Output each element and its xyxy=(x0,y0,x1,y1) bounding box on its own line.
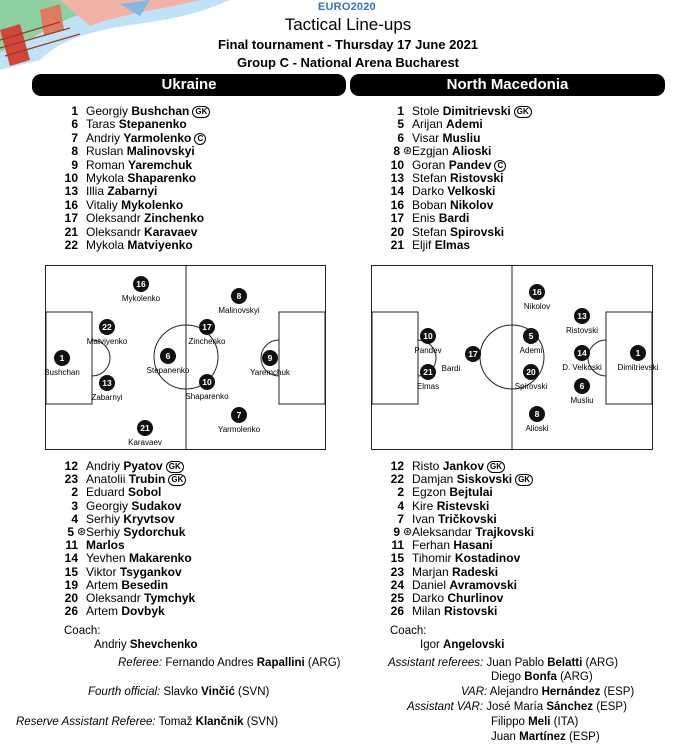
player-name: Stefan Spirovski xyxy=(412,224,505,239)
player-name: Mykola Matviyenko xyxy=(86,238,193,252)
player-row xyxy=(52,566,312,579)
player-row xyxy=(378,500,638,513)
player-name: Oleksandr Tymchyk xyxy=(86,591,196,605)
shirt-number: 21 xyxy=(64,224,78,239)
pitch-player-label: Nikolov xyxy=(523,302,551,311)
shirt-number: 14 xyxy=(64,551,78,566)
player-name: Damjan Siskovski GK xyxy=(412,473,533,486)
shirt-number: 6 xyxy=(397,130,404,145)
shirt-number: 26 xyxy=(64,604,78,619)
player-name: Oleksandr Karavaev xyxy=(86,224,198,239)
shirt-number: 16 xyxy=(390,197,404,212)
pitch-player-label: Ademi xyxy=(519,346,543,355)
away-pitch xyxy=(371,265,659,450)
player-row xyxy=(378,592,638,605)
player-name: Ivan Tričkovski xyxy=(412,511,497,526)
page-title: Tactical Line-ups xyxy=(284,15,412,34)
shirt-number: 22 xyxy=(390,472,404,487)
pitch-player-label: Stepanenko xyxy=(146,366,190,375)
player-row xyxy=(52,486,312,499)
reserve-assistant-referee: Reserve Assistant Referee: Tomaž Klančnik (SVN) xyxy=(16,716,279,728)
player-row xyxy=(52,118,312,131)
player-row xyxy=(378,566,638,579)
shirt-number: 16 xyxy=(64,197,78,212)
shirt-number: 2 xyxy=(71,485,78,500)
player-row xyxy=(52,460,312,473)
home-team-header: Ukraine xyxy=(32,74,346,96)
pitch-player-label: Ristovski xyxy=(565,326,599,335)
euro2020-logo: EURO2020 xyxy=(318,1,376,13)
referee: Referee: Fernando Andres Rapallini (ARG) xyxy=(118,657,341,669)
shirt-number: 9 xyxy=(393,525,400,539)
shirt-number: 12 xyxy=(64,459,78,473)
player-name: Kire Ristevski xyxy=(412,498,490,513)
captain-badge: C xyxy=(194,133,206,145)
player-name: Marlos xyxy=(86,538,125,553)
player-name: Anatolii Trubin GK xyxy=(86,473,186,486)
player-row xyxy=(378,605,638,618)
shirt-number: 5 xyxy=(397,117,404,132)
pitch-player-marker: 13 xyxy=(99,375,115,391)
pitch-player-marker: 17 xyxy=(465,346,481,362)
goalkeeper-badge: GK xyxy=(192,106,210,118)
pitch-player-label: Shaparenko xyxy=(185,392,229,401)
star-player-icon: ⊛ xyxy=(77,526,87,538)
shirt-number: 11 xyxy=(65,538,78,553)
shirt-number: 17 xyxy=(390,211,404,226)
shirt-number: 7 xyxy=(397,511,404,526)
player-name: Andriy Pyatov GK xyxy=(86,460,184,473)
goalkeeper-badge: GK xyxy=(168,474,186,486)
player-row xyxy=(378,172,638,185)
player-row xyxy=(52,539,312,552)
shirt-number: 22 xyxy=(64,238,78,252)
pitch-player-label: Zinchenko xyxy=(188,337,226,346)
player-row xyxy=(52,226,312,239)
player-name: Milan Ristovski xyxy=(412,604,498,619)
player-name: Visar Musliu xyxy=(412,130,481,145)
player-name: Vitaliy Mykolenko xyxy=(86,197,184,212)
player-row xyxy=(52,172,312,185)
pitch-player-marker: 21 xyxy=(137,420,153,436)
pitch-player-label: Spirovski xyxy=(514,382,548,391)
goalkeeper-badge: GK xyxy=(166,461,184,473)
assistant-referee-1: Assistant referees: Juan Pablo Belatti (ARG) xyxy=(388,657,619,669)
player-row xyxy=(378,486,638,499)
player-row xyxy=(378,513,638,526)
shirt-number: 4 xyxy=(397,498,404,513)
shirt-number: 13 xyxy=(64,184,78,199)
player-row xyxy=(378,552,638,565)
pitch-player-marker: 13 xyxy=(574,308,590,324)
shirt-number: 20 xyxy=(64,591,78,605)
pitch-player-marker: 6 xyxy=(574,378,590,394)
player-row xyxy=(378,132,638,145)
pitch-player-marker: 16 xyxy=(529,284,545,300)
shirt-number: 17 xyxy=(64,211,78,226)
player-name: Eduard Sobol xyxy=(86,485,162,500)
shirt-number: 23 xyxy=(64,472,78,487)
player-name: Daniel Avramovski xyxy=(412,577,517,592)
player-name: Serhiy Kryvtsov xyxy=(86,511,175,526)
shirt-number: 6 xyxy=(71,117,78,132)
player-name: Enis Bardi xyxy=(412,211,470,226)
player-name: Marjan Radeski xyxy=(412,564,499,579)
pitch-player-marker: 9 xyxy=(262,350,278,366)
shirt-number: 12 xyxy=(390,459,404,473)
assistant-var-2: Filippo Meli (ITA) xyxy=(491,716,579,728)
player-name: Darko Velkoski xyxy=(412,184,496,199)
pitch-player-label: Bushchan xyxy=(44,368,80,377)
shirt-number: 10 xyxy=(64,171,78,185)
group-venue: Group C - National Arena Bucharest xyxy=(237,55,459,70)
captain-badge: C xyxy=(494,160,506,172)
pitch-player-marker: 8 xyxy=(231,288,247,304)
pitch-player-label: Yaremchuk xyxy=(250,368,290,377)
player-row xyxy=(378,185,638,198)
pitch-player-marker: 14 xyxy=(574,345,590,361)
player-name: Ezgjan Alioski xyxy=(412,144,492,159)
shirt-number: 1 xyxy=(397,104,404,118)
player-row xyxy=(52,513,312,526)
away-team-header: North Macedonia xyxy=(350,74,665,96)
shirt-number: 7 xyxy=(71,130,78,145)
player-name: Stole Dimitrievski GK xyxy=(412,105,532,118)
player-row xyxy=(378,212,638,225)
assistant-var-1: Assistant VAR: José María Sánchez (ESP) xyxy=(407,701,627,713)
player-name: Artem Besedin xyxy=(86,577,169,592)
player-row xyxy=(378,199,638,212)
shirt-number: 19 xyxy=(64,577,78,592)
pitch-player-marker: 8 xyxy=(529,406,545,422)
shirt-number: 1 xyxy=(71,104,78,118)
pitch-player-label: Matviyenko xyxy=(86,337,128,346)
pitch-player-label: Alioski xyxy=(525,424,549,433)
player-row xyxy=(378,579,638,592)
shirt-number: 15 xyxy=(64,564,78,579)
player-row xyxy=(52,239,312,252)
fourth-official: Fourth official: Slavko Vinčić (SVN) xyxy=(88,686,270,698)
goalkeeper-badge: GK xyxy=(487,461,505,473)
shirt-number: 23 xyxy=(390,564,404,579)
shirt-number: 26 xyxy=(390,604,404,619)
pitch-player-label: Elmas xyxy=(416,382,440,391)
player-name: Arijan Ademi xyxy=(412,117,483,132)
shirt-number: 20 xyxy=(390,224,404,239)
pitch-player-marker: 1 xyxy=(630,345,646,361)
home-coach-label: Coach: xyxy=(64,625,101,637)
player-row xyxy=(52,500,312,513)
pitch-player-label: Yarmolenko xyxy=(217,425,261,434)
pitch-player-label: Malinovskyi xyxy=(218,306,260,315)
player-row xyxy=(52,212,312,225)
player-name: Artem Dovbyk xyxy=(86,604,165,619)
player-row xyxy=(52,159,312,172)
shirt-number: 14 xyxy=(390,184,404,199)
goalkeeper-badge: GK xyxy=(514,106,532,118)
player-row xyxy=(52,579,312,592)
shirt-number: 24 xyxy=(390,577,404,592)
player-row xyxy=(52,526,312,539)
player-name: Illia Zabarnyi xyxy=(86,184,158,199)
player-name: Taras Stepanenko xyxy=(86,117,187,132)
home-pitch xyxy=(45,265,326,450)
shirt-number: 8 xyxy=(71,144,78,159)
player-name: Darko Churlinov xyxy=(412,591,504,605)
player-name: Viktor Tsygankov xyxy=(86,564,182,579)
star-player-icon: ⊛ xyxy=(403,526,413,538)
shirt-number: 13 xyxy=(390,171,404,185)
pitch-player-marker: 16 xyxy=(133,276,149,292)
player-name: Eljif Elmas xyxy=(412,238,471,252)
pitch-player-marker: 17 xyxy=(199,319,215,335)
player-row xyxy=(378,526,638,539)
player-row xyxy=(52,592,312,605)
player-name: Roman Yaremchuk xyxy=(86,157,193,172)
pitch-player-marker: 7 xyxy=(231,407,247,423)
shirt-number: 5 xyxy=(67,525,74,539)
pitch-player-label: Zabarnyi xyxy=(91,393,123,402)
player-name: Egzon Bejtulai xyxy=(412,485,493,500)
goalkeeper-badge: GK xyxy=(515,474,533,486)
shirt-number: 11 xyxy=(391,538,404,553)
shirt-number: 10 xyxy=(390,157,404,172)
pitch-player-label: Pandev xyxy=(414,346,442,355)
away-coach: Igor Angelovski xyxy=(420,639,505,651)
pitch-player-label: Karavaev xyxy=(128,438,162,447)
pitch-player-marker: 20 xyxy=(523,364,539,380)
player-name: Boban Nikolov xyxy=(412,197,494,212)
player-row xyxy=(52,185,312,198)
shirt-number: 2 xyxy=(397,485,404,500)
shirt-number: 21 xyxy=(390,238,404,252)
player-row xyxy=(378,145,638,158)
shirt-number: 9 xyxy=(71,157,78,172)
pitch-player-marker: 10 xyxy=(420,328,436,344)
player-name: Tihomir Kostadinov xyxy=(412,551,521,566)
pitch-player-label: Dimitrievski xyxy=(617,363,659,372)
pitch-player-label: D. Velkoski xyxy=(562,363,602,372)
player-row xyxy=(52,605,312,618)
pitch-player-label: Musliu xyxy=(570,396,594,405)
shirt-number: 15 xyxy=(390,551,404,566)
player-row xyxy=(378,226,638,239)
player-row xyxy=(52,552,312,565)
player-name: Serhiy Sydorchuk xyxy=(86,525,186,539)
pitch-player-marker: 22 xyxy=(99,319,115,335)
shirt-number: 25 xyxy=(390,591,404,605)
player-name: Risto Jankov GK xyxy=(412,460,505,473)
player-name: Aleksandar Trajkovski xyxy=(412,525,535,539)
pitch-player-label: Mykolenko xyxy=(121,294,161,303)
shirt-number: 8 xyxy=(393,144,400,159)
player-name: Goran Pandev C xyxy=(412,159,506,172)
pitch-player-marker: 5 xyxy=(523,328,539,344)
shirt-number: 3 xyxy=(71,498,78,513)
assistant-var-3: Juan Martínez (ESP) xyxy=(491,731,600,743)
star-player-icon: ⊛ xyxy=(403,145,413,158)
player-name: Yevhen Makarenko xyxy=(86,551,192,566)
var-official: VAR: Alejandro Hernández (ESP) xyxy=(461,686,635,698)
player-row xyxy=(378,473,638,486)
match-date: Final tournament - Thursday 17 June 2021 xyxy=(217,37,479,52)
player-row xyxy=(52,132,312,145)
pitch-player-marker: 6 xyxy=(160,348,176,364)
away-coach-label: Coach: xyxy=(390,625,427,637)
player-name: Georgiy Sudakov xyxy=(86,498,182,513)
pitch-player-marker: 10 xyxy=(199,374,215,390)
player-name: Ferhan Hasani xyxy=(412,538,493,553)
player-row xyxy=(52,199,312,212)
home-coach: Andriy Shevchenko xyxy=(94,639,198,651)
player-name: Georgiy Bushchan GK xyxy=(86,105,210,118)
player-row xyxy=(52,473,312,486)
shirt-number: 4 xyxy=(71,511,78,526)
player-name: Andriy Yarmolenko C xyxy=(86,132,206,145)
player-row xyxy=(378,118,638,131)
player-row xyxy=(378,539,638,552)
player-row xyxy=(52,105,312,118)
player-name: Oleksandr Zinchenko xyxy=(86,211,205,226)
player-row xyxy=(378,159,638,172)
pitch-player-marker: 21 xyxy=(420,364,436,380)
player-name: Mykola Shaparenko xyxy=(86,171,197,185)
pitch-player-marker: 1 xyxy=(54,350,70,366)
player-row xyxy=(52,145,312,158)
pitch-player-label: Bardi xyxy=(441,364,461,373)
player-row xyxy=(378,105,638,118)
player-name: Ruslan Malinovskyi xyxy=(86,144,195,159)
player-row xyxy=(378,239,638,252)
player-name: Stefan Ristovski xyxy=(412,171,504,185)
player-row xyxy=(378,460,638,473)
assistant-referee-2: Diego Bonfa (ARG) xyxy=(491,671,593,683)
